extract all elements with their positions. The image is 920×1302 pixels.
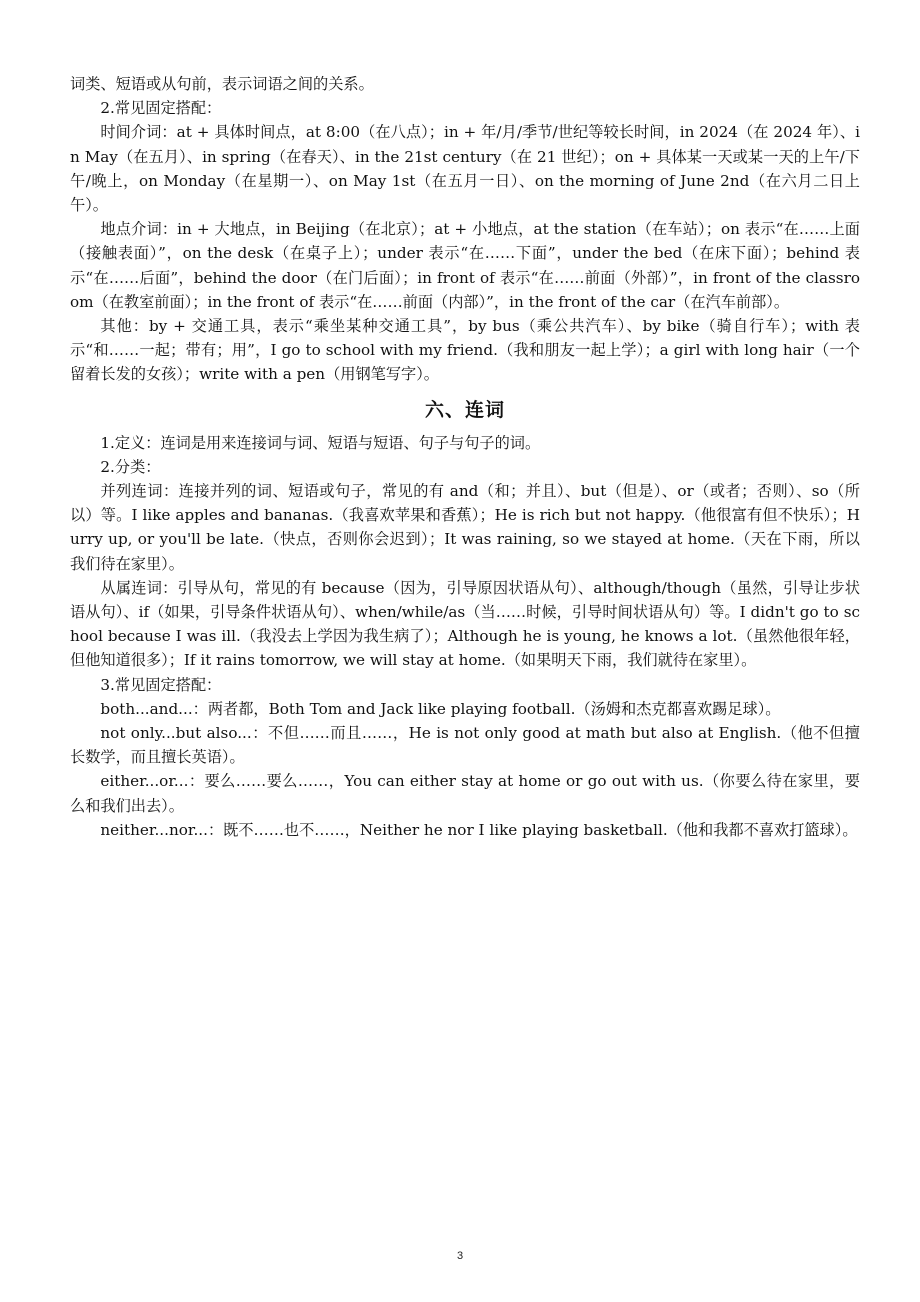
place-prepositions-paragraph: 地点介词：in + 大地点，in Beijing（在北京）；at + 小地点，at the station（在车站）；on 表示“在……上面（接触表面）”，on the desk（在桌子上）；under 表示“在……下面”，under the bed（在床下面）；behind 表示“在……后面”，behind the door（在门后面）；in front of 表示“在……前面（外部）”，in front of the classroom（在教室前面）；in the front of 表示“在……前面（内部）”，in the front of the car（在汽车前部）。 bbox=[70, 220, 860, 311]
page-number: 3 bbox=[456, 1250, 464, 1262]
either-or-collocation: either...or...：要么……要么……，You can either stay at home or go out with us.（你要么待在家里，要么和我们出去）。 bbox=[70, 772, 860, 815]
document-page bbox=[70, 72, 860, 842]
time-prepositions-paragraph: 时间介词：at + 具体时间点，at 8:00（在八点）；in + 年/月/季节/世纪等较长时间，in 2024（在 2024 年）、in May（在五月）、in spring（在春天）、in the 21st century（在 21 世纪）；on + 具体某一天或某一天的上午/下午/晚上，on Monday（在星期一）、on May 1st（在五月一日）、on the morning of June 2nd（在六月二日上午）。 bbox=[70, 123, 860, 215]
other-prepositions-paragraph: 其他：by + 交通工具，表示“乘坐某种交通工具”，by bus（乘公共汽车）、by bike（骑自行车）；with 表示“和……一起；带有；用”，I go to school with my friend.（我和朋友一起上学）；a girl with long hair（一个留着长发的女孩）；write with a pen（用钢笔写字）。 bbox=[70, 317, 860, 384]
conjunctions-section-title: 六、连词 bbox=[424, 398, 505, 421]
prepositions-intro-continuation: 词类、短语或从句前，表示词语之间的关系。 bbox=[70, 75, 374, 93]
conjunctions-definition: 1.定义：连词是用来连接词与词、短语与短语、句子与句子的词。 bbox=[100, 433, 541, 452]
both-and-collocation: both...and...：两者都，Both Tom and Jack like playing football.（汤姆和杰克都喜欢踢足球）。 bbox=[100, 699, 781, 718]
conjunctions-collocations-heading: 3.常见固定搭配： bbox=[100, 675, 222, 694]
coordinating-conjunctions-paragraph: 并列连词：连接并列的词、短语或句子，常见的有 and（和；并且）、but（但是）、or（或者；否则）、so（所以）等。I like apples and bananas.（我喜欢苹果和香蕉）；He is rich but not happy.（他很富有但不快乐）；Hurry up, or you'll be late.（快点，否则你会迟到）；It was raining, so we stayed at home.（天在下雨，所以我们待在家里）。 bbox=[70, 482, 860, 573]
not-only-collocation: not only...but also...：不但……而且……，He is not only good at math but also at English.（他不但擅长数学，而且擅长英语）。 bbox=[70, 724, 860, 767]
conjunctions-classification-heading: 2.分类： bbox=[100, 457, 161, 476]
subordinating-conjunctions-paragraph: 从属连词：引导从句，常见的有 because（因为，引导原因状语从句）、although/though（虽然，引导让步状语从句）、if（如果，引导条件状语从句）、when/while/as（当……时候，引导时间状语从句）等。I didn't go to school because I was ill.（我没去上学因为我生病了）；Although he is young, he knows a lot.（虽然他很年轻，但他知道很多）；If it rains tomorrow, we will stay at home.（如果明天下雨，我们就待在家里）。 bbox=[70, 578, 860, 670]
neither-nor-collocation: neither...nor...：既不……也不……，Neither he nor I like playing basketball.（他和我都不喜欢打篮球）。 bbox=[100, 820, 858, 839]
prepositions-collocations-heading: 2.常见固定搭配： bbox=[100, 99, 222, 118]
